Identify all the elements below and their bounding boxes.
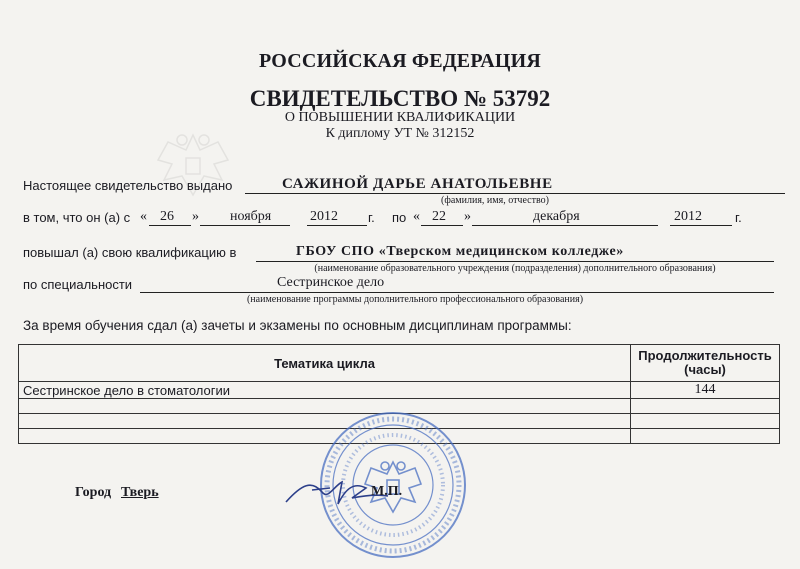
country-title: РОССИЙСКАЯ ФЕДЕРАЦИЯ <box>258 50 541 72</box>
end-day: 22 <box>432 209 446 224</box>
institution-value: ГБОУ СПО «Тверском медицинском колледже» <box>296 244 624 259</box>
diploma-reference: К диплому УТ № 312152 <box>325 126 475 141</box>
end-month-underline <box>472 225 658 226</box>
end-year-suffix: г. <box>735 210 742 225</box>
start-year-suffix: г. <box>368 210 375 225</box>
end-month: декабря <box>533 209 580 224</box>
specialty-underline <box>140 292 774 293</box>
start-day-underline <box>149 225 191 226</box>
specialty-value: Сестринское дело <box>277 275 385 290</box>
start-day: 26 <box>160 209 174 224</box>
institution-hint: (наименование образовательного учреждения (подразделения) дополнительного образования) <box>314 263 716 274</box>
end-open-quote: « <box>413 209 420 224</box>
city-value: Тверь <box>121 485 159 500</box>
end-year-underline <box>670 225 732 226</box>
topic-cell: Сестринское дело в стоматологии <box>19 382 631 399</box>
start-month-underline <box>200 225 290 226</box>
duration-header-line1: Продолжительность <box>638 348 772 363</box>
hours-cell <box>631 429 780 444</box>
certificate-subtitle: О ПОВЫШЕНИИ КВАЛИФИКАЦИИ <box>284 110 516 125</box>
recipient-label: Настоящее свидетельство выдано <box>23 178 233 193</box>
recipient-hint: (фамилия, имя, отчество) <box>441 195 549 206</box>
topic-column-header: Тематика цикла <box>19 345 631 382</box>
specialty-label: по специальности <box>23 277 133 292</box>
start-close-quote: » <box>192 209 199 224</box>
institution-label: повышал (а) свою квалификацию в <box>23 245 237 260</box>
hours-cell: 144 <box>631 382 780 399</box>
specialty-hint: (наименование программы дополнительного профессионального образования) <box>246 294 584 305</box>
stamp-label: М.П. <box>371 484 403 499</box>
end-day-underline <box>421 225 463 226</box>
exams-text: За время обучения сдал (а) зачеты и экзамены по основным дисциплинам программы: <box>23 318 572 333</box>
duration-column-header <box>631 345 780 382</box>
recipient-name: САЖИНОЙ ДАРЬЕ АНАТОЛЬЕВНЕ <box>282 176 553 192</box>
duration-header-line2: (часы) <box>684 362 726 377</box>
start-month: ноября <box>230 209 272 224</box>
hours-cell <box>631 399 780 414</box>
recipient-underline <box>245 193 785 194</box>
period-prefix: в том, что он (а) с <box>23 210 131 225</box>
period-to-label: по <box>392 210 407 225</box>
start-year-underline <box>307 225 367 226</box>
end-year: 2012 <box>674 209 702 224</box>
certificate-title: СВИДЕТЕЛЬСТВО № 53792 <box>249 86 551 111</box>
start-year: 2012 <box>310 209 338 224</box>
table-header-row <box>19 345 780 382</box>
institution-underline <box>256 261 774 262</box>
start-open-quote: « <box>140 209 147 224</box>
end-close-quote: » <box>464 209 471 224</box>
city-label: Город <box>75 485 112 500</box>
table-row <box>19 382 780 399</box>
hours-cell <box>631 414 780 429</box>
